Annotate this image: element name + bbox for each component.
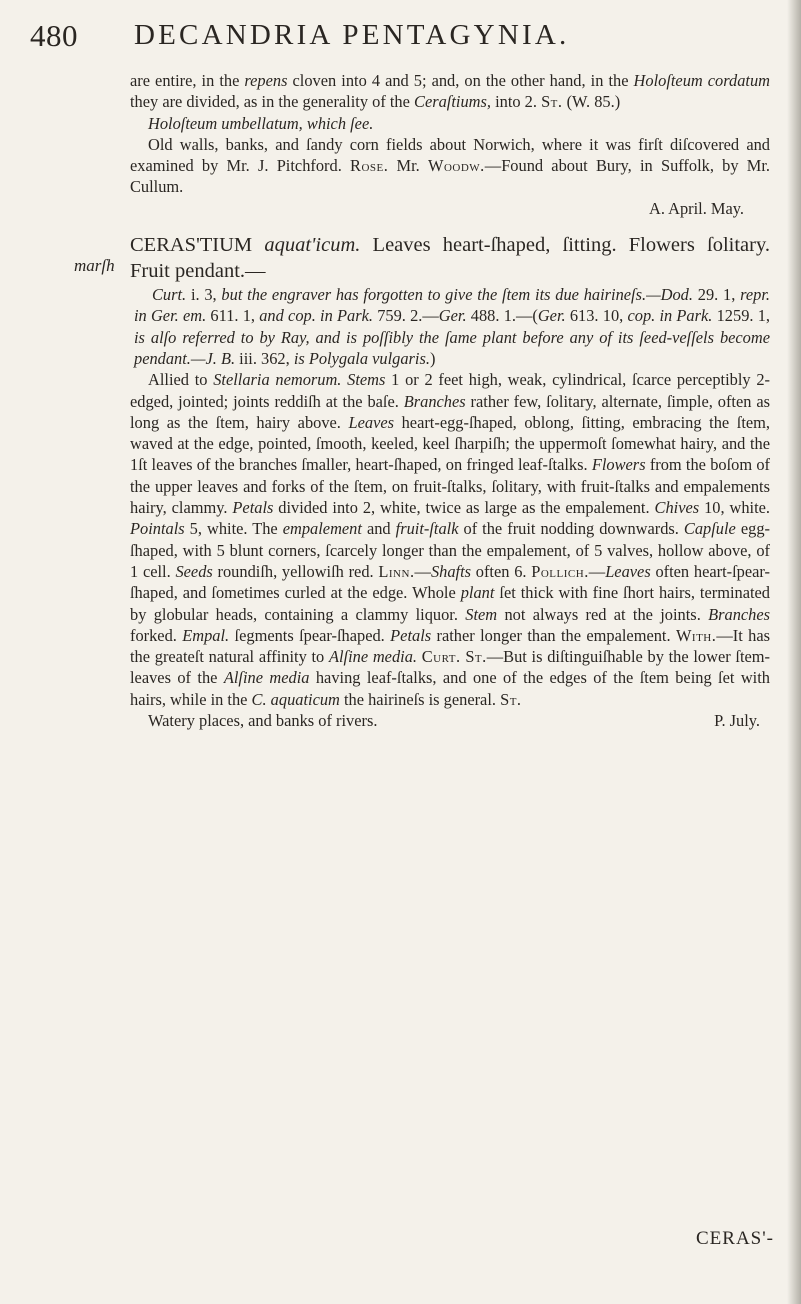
locality-date: A. April. May. — [649, 198, 744, 218]
page-header — [30, 18, 750, 58]
species-name: aquat'icum. — [264, 234, 361, 257]
catchword: CERAS'- — [696, 1228, 774, 1249]
paragraph-division-note: are entire, in the repens cloven into 4 and 5; and, on the other hand, in the Holoſteum cordatum they are divided, as in the generality of the Ceraſtiums, into 2. St. (W. 85.) — [130, 71, 770, 112]
paragraph-locality: Old walls, banks, and ſandy corn fields about Norwich, where it was firſt diſcovered and examined by Mr. J. Pitchford. Rose. Mr. Woodw.—Found about Bury, in Suffolk, by Mr. Cullum. — [130, 134, 770, 197]
running-head: DECANDRIA PENTAGYNIA. — [134, 19, 570, 51]
description-paragraph: Allied to Stellaria nemorum. Stems 1 or 2 feet high, weak, cylindrical, ſcarce perceptibly 2-edged, jointed; joints reddiſh at the baſe. Branches rather few, ſolitary, alternate, ſimple, often as long as the ſtem, hairy above. Leaves heart-egg-ſhaped, oblong, ſitting, embracing the ſtem, waved at the edge, pointed, ſmooth, keeled, keel ſharpiſh; the uppermoſt ſomewhat hairy, and the 1ſt leaves of the branches ſmaller, heart-ſhaped, on fringed leaf-ſtalks. Flowers from the boſom of the upper leaves and forks of the ſtem, on fruit-ſtalks, ſolitary, with fruit-ſtalks and empalements hairy, clammy. Petals divided into 2, white, twice as large as the empalement. Chives 10, white. Pointals 5, white. The empalement and fruit-ſtalk of the fruit nodding downwards. Capſule egg-ſhaped, with 5 blunt corners, ſcarcely longer than the empalement, of 5 valves, hollow above, of 1 cell. Seeds roundiſh, yellowiſh red. Linn.—Shafts often 6. Pollich.—Leaves often heart-ſpear-ſhaped, and ſometimes curled at the edge. Whole plant ſet thick with fine ſhort hairs, terminated by globular heads, containing a clammy liquor. Stem not always red at the joints. Branches forked. Empal. ſegments ſpear-ſhaped. Petals rather longer than the empalement. With.—It has the greateſt natural affinity to Alſine media. Curt. St.—But is diſtinguiſhable by the lower ſtem-leaves of the Alſine media having leaf-ſtalks, and one of the edges of the ſtem being ſet with hairs, while in the C. aquaticum the hairineſs is general. St. — [130, 370, 771, 709]
body-text — [130, 70, 770, 731]
genus-name: CERAS'TIUM — [130, 234, 253, 257]
page-edge-shadow — [787, 0, 801, 1304]
species-entry-heading: CERAS'TIUM aquat'icum. Leaves heart-ſhaped, ſitting. Flowers ſolitary. Fruit pendant.— — [130, 234, 770, 283]
page-number: 480 — [30, 18, 78, 53]
margin-note: marſh — [74, 256, 115, 275]
habitat-line — [130, 710, 770, 731]
flowering-date: P. July. — [714, 711, 760, 731]
references-paragraph: Curt. i. 3, but the engraver has forgotten to give the ſtem its due hairineſs.—Dod. 29. 1, repr. in Ger. em. 611. 1, and cop. in Park. 759. 2.—Ger. 488. 1.—(Ger. 613. 10, cop. in Park. 1259. 1, is alſo referred to by Ray, and is poſſibly the ſame plant before any of its ſeed-veſſels become pendant.—J. B. iii. 362, is Polygala vulgaris.) — [134, 285, 771, 368]
paragraph-cross-reference: Holoſteum umbellatum, which ſee. — [148, 113, 374, 133]
habitat-text: Watery places, and banks of rivers. — [148, 711, 378, 731]
